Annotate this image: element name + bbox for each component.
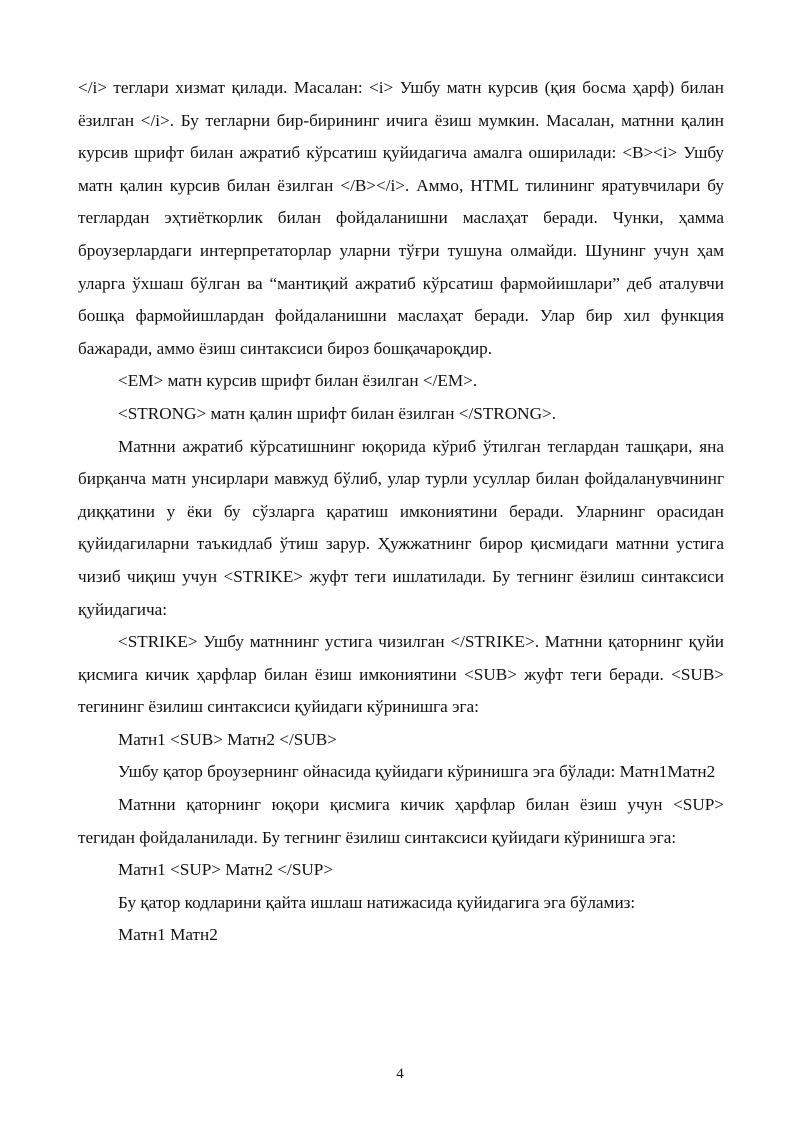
paragraph-5: <STRIKE> Ушбу матннинг устига чизилган </STRIKE>. Матнни қаторнинг қуйи қисмига кичик ҳарфлар билан ёзиш имкониятини <SUB> жуфт теги беради. <SUB> тегининг ёзилиш синтаксиси қуйидаги кўринишга эга: — [78, 632, 724, 717]
paragraph-1: </i> теглари хизмат қилади. Масалан: <i> Ушбу матн курсив (қия босма ҳарф) билан ёзилган </i>. Бу тегларни бир-бирининг ичига ёзиш мумкин. Масалан, матнни қалин курсив шрифт билан ажратиб кўрсатиш қуйидагича амалга оширилади: <B><i> Ушбу матн қалин курсив билан ёзилган </B></i>. Аммо, HTML тилининг яратувчилари бу теглардан эҳтиёткорлик билан фойдаланишни маслаҳат беради. Чунки, ҳамма броузерлардаги интерпретаторлар уларни тўғри тушуна олмайди. Шунинг учун ҳам уларга ўхшаш бўлган ва “мантиқий ажратиб кўрсатиш фармойишлари” деб аталувчи бошқа фармойишлардан фойдаланишни маслаҳат беради. Улар бир хил функция бажаради, аммо ёзиш синтаксиси бироз бошқачароқдир. — [78, 78, 724, 358]
page-number: 4 — [396, 1066, 404, 1082]
paragraph-11: Матн1 Матн2 — [118, 925, 218, 945]
paragraph-3: <STRONG> матн қалин шрифт билан ёзилган </STRONG>. — [118, 403, 556, 423]
paragraph-9: Матн1 <SUP> Матн2 </SUP> — [118, 860, 334, 880]
paragraph-6: Матн1 <SUB> Матн2 </SUB> — [118, 729, 337, 749]
paragraph-8: Матнни қаторнинг юқори қисмига кичик ҳарфлар билан ёзиш учун <SUP> тегидан фойдаланилади. Бу тегнинг ёзилиш синтаксиси қуйидаги кўринишга эга: — [78, 795, 724, 847]
paragraph-4: Матнни ажратиб кўрсатишнинг юқорида кўриб ўтилган теглардан ташқари, яна бирқанча матн унсирлари мавжуд бўлиб, улар турли усуллар билан фойдаланувчининг диққатини у ёки бу сўзларга қаратиш имкониятини беради. Уларнинг орасидан қуйидагиларни таъкидлаб ўтиш зарур. Ҳужжатнинг бирор қисмидаги матнни устига чизиб чиқиш учун <STRIKE> жуфт теги ишлатилади. Бу тегнинг ёзилиш синтаксиси қуйидагича: — [78, 436, 724, 619]
paragraph-2: <EM> матн курсив шрифт билан ёзилган </EM>. — [118, 371, 478, 391]
document-body — [78, 72, 724, 952]
paragraph-7: Ушбу қатор броузернинг ойнасида қуйидаги кўринишга эга бўлади: Матн1Матн2 — [118, 762, 716, 782]
paragraph-10: Бу қатор кодларини қайта ишлаш натижасида қуйидагига эга бўламиз: — [118, 892, 636, 912]
